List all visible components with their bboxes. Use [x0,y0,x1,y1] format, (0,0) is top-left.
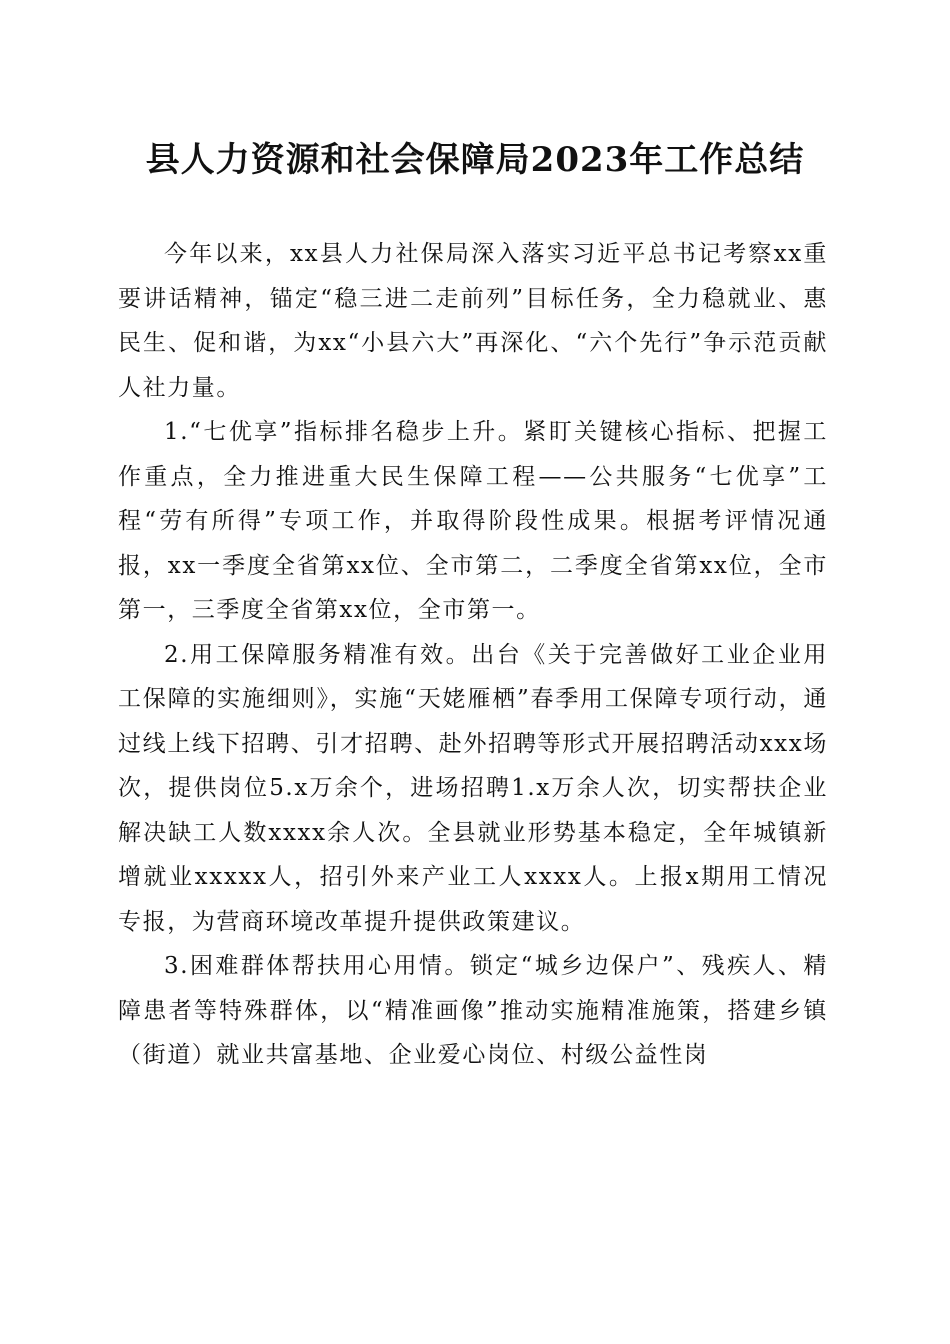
paragraph-item-2: 2.用工保障服务精准有效。出台《关于完善做好工业企业用工保障的实施细则》，实施“天姥雁栖”春季用工保障专项行动，通过线上线下招聘、引才招聘、赴外招聘等形式开展招聘活动xxx场次，提供岗位5.x万余个，进场招聘1.x万余人次，切实帮扶企业解决缺工人数xxxx余人次。全县就业形势基本稳定，全年城镇新增就业xxxxx人，招引外来产业工人xxxx人。上报x期用工情况专报，为营商环境改革提升提供政策建议。 [118,641,828,935]
document-title: 县人力资源和社会保障局2023年工作总结 [145,140,805,180]
paragraph-item-3: 3.困难群体帮扶用心用情。锁定“城乡边保户”、残疾人、精障患者等特殊群体，以“精准画像”推动实施精准施策，搭建乡镇（街道）就业共富基地、企业爱心岗位、村级公益性岗 [118,953,828,1068]
paragraph-intro: 今年以来，xx县人力社保局深入落实习近平总书记考察xx重要讲话精神，锚定“稳三进二走前列”目标任务，全力稳就业、惠民生、促和谐，为xx“小县六大”再深化、“六个先行”争示范贡献人社力量。 [118,241,828,401]
document-body [118,232,828,1078]
paragraph-item-1: 1.“七优享”指标排名稳步上升。紧盯关键核心指标、把握工作重点，全力推进重大民生保障工程——公共服务“七优享”工程“劳有所得”专项工作，并取得阶段性成果。根据考评情况通报，xx一季度全省第xx位、全市第二，二季度全省第xx位，全市第一，三季度全省第xx位，全市第一。 [118,419,828,623]
